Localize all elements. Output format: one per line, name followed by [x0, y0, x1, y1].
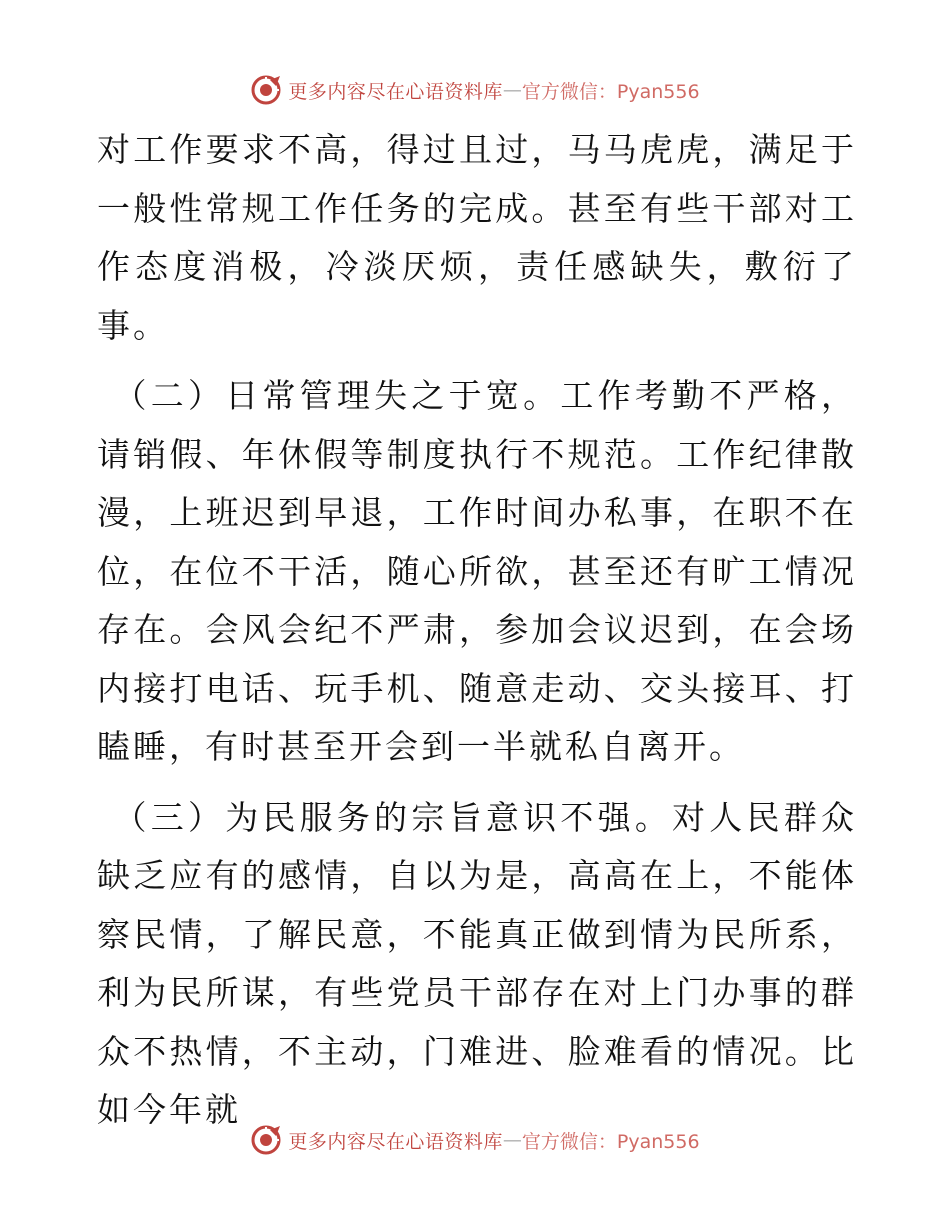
header-watermark	[0, 70, 950, 110]
paragraph-1: 对工作要求不高，得过且过，马马虎虎，满足于一般性常规工作任务的完成。甚至有些干部对工作态度消极，冷淡厌烦，责任感缺失，敷衍了事。	[97, 130, 857, 345]
footer-brand-text: 更多内容尽在心语资料库	[288, 1130, 503, 1153]
brand-logo-icon	[250, 74, 282, 106]
footer-wechat-text: 官方微信：Pyan556	[521, 1130, 700, 1153]
footer-dash: —	[502, 1129, 522, 1151]
paragraph-3: （三）为民服务的宗旨意识不强。对人民群众缺乏应有的感情，自以为是，高高在上，不能体察民情，了解民意，不能真正做到情为民所系，利为民所谋，有些党员干部存在对上门办事的群众不热情，不主动，门难进、脸难看的情况。比如今年就	[97, 797, 857, 1129]
document-body	[97, 121, 857, 1140]
brand-logo-icon	[250, 1124, 282, 1156]
header-dash: —	[502, 79, 522, 101]
header-brand-text: 更多内容尽在心语资料库	[288, 80, 503, 103]
footer-watermark	[0, 1120, 950, 1160]
header-wechat-text: 官方微信：Pyan556	[521, 80, 700, 103]
paragraph-2: （二）日常管理失之于宽。工作考勤不严格，请销假、年休假等制度执行不规范。工作纪律散漫，上班迟到早退，工作时间办私事，在职不在位，在位不干活，随心所欲，甚至还有旷工情况存在。会风会纪不严肃，参加会议迟到，在会场内接打电话、玩手机、随意走动、交头接耳、打瞌睡，有时甚至开会到一半就私自离开。	[97, 376, 857, 766]
